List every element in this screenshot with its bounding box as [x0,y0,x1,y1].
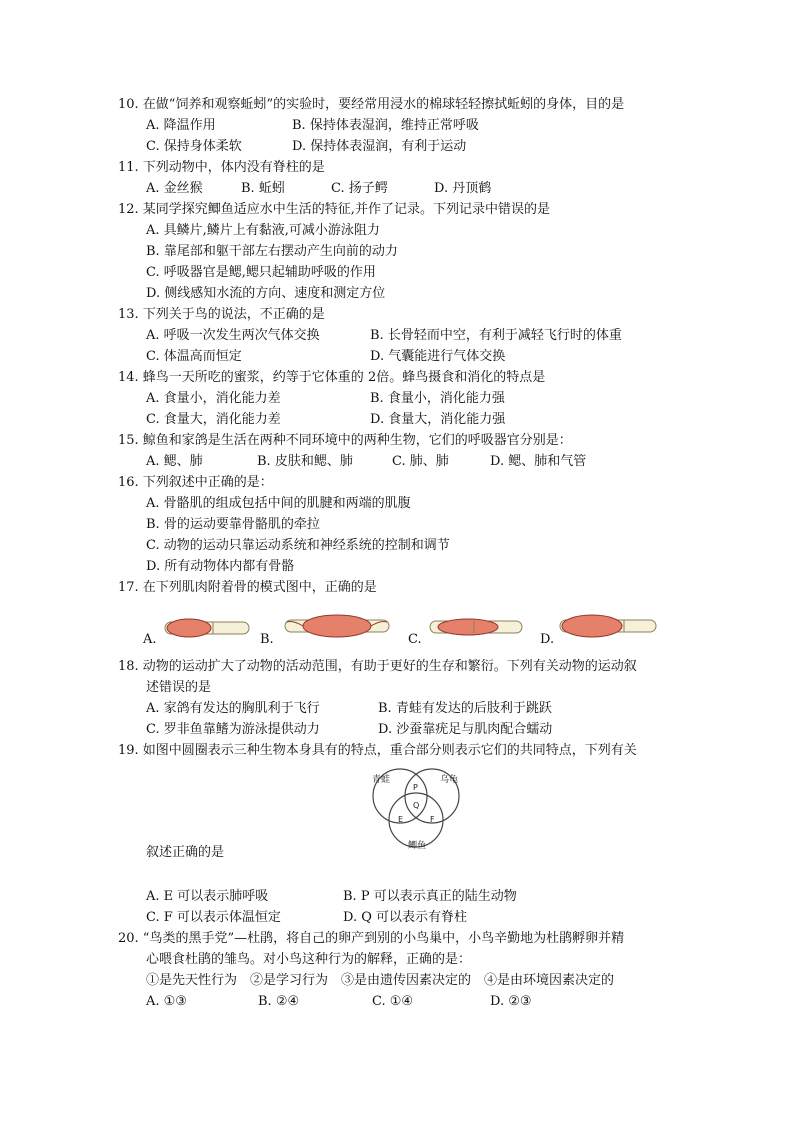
q18-option-c: C. 罗非鱼靠鳍为游泳提供动力 [146,722,320,737]
q14-option-d: D. 食量大，消化能力强 [370,412,506,427]
q19-stem: 19. 如图中圆圈表示三种生物本身具有的特点，重合部分则表示它们的共同特点，下列有关 [118,743,637,758]
q18-option-a: A. 家鸽有发达的胸肌利于飞行 [146,701,320,716]
q20-statements: ①是先天性行为 ②是学习行为 ③是由遗传因素决定的 ④是由环境因素决定的 [146,973,615,988]
q12-stem: 12. 某同学探究鲫鱼适应水中生活的特征,并作了记录。下列记录中错误的是 [118,202,550,217]
q16-option-d: D. 所有动物体内都有骨骼 [146,559,295,574]
q13-option-b: B. 长骨轻而中空，有利于减轻飞行时的体重 [370,328,622,343]
q11-stem: 11. 下列动物中，体内没有脊柱的是 [118,160,325,175]
q12-option-d: D. 侧线感知水流的方向、速度和测定方位 [146,286,386,301]
venn-label-right: 乌龟 [440,775,459,785]
q11-option-b: B. 蚯蚓 [241,181,285,196]
q16-option-c: C. 动物的运动只靠运动系统和神经系统的控制和调节 [146,538,450,553]
muscle-bone-figure-d [558,606,658,646]
q20-stem-line2: 心喂食杜鹃的雏鸟。对小鸟这种行为的解释，正确的是： [146,952,472,967]
q10-stem: 10. 在做“饲养和观察蚯蚓”的实验时，要经常用浸水的棉球轻轻擦拭蚯蚓的身体，目的是 [118,97,625,112]
venn-region-f: F [430,815,435,824]
q11-option-d: D. 丹顶鹤 [434,181,492,196]
q19-stem-line2: 叙述正确的是 [146,845,225,860]
q16-option-b: B. 骨的运动要靠骨骼肌的牵拉 [146,517,320,532]
q14-option-a: A. 食量小，消化能力差 [146,391,281,406]
q19-option-a: A. E 可以表示肺呼吸 [146,889,269,904]
q14-option-b: B. 食量小，消化能力强 [370,391,505,406]
q13-stem: 13. 下列关于鸟的说法，不正确的是 [118,307,325,322]
q10-option-d: D. 保持体表湿润，有利于运动 [292,139,467,154]
q18-option-b: B. 青蛙有发达的后肢利于跳跃 [378,701,552,716]
q14-option-c: C. 食量大，消化能力差 [146,412,281,427]
venn-label-left: 青蛙 [372,775,391,785]
q17-label-c: C. [408,632,422,647]
venn-diagram [360,766,472,852]
q17-stem: 17. 在下列肌肉附着骨的模式图中，正确的是 [118,580,377,595]
q16-option-a: A. 骨骼肌的组成包括中间的肌腱和两端的肌腹 [146,496,411,511]
q12-option-a: A. 具鳞片,鳞片上有黏液,可减小游泳阻力 [146,223,380,238]
q20-option-d: D. ②③ [490,994,532,1009]
q12-option-c: C. 呼吸器官是鳃,鳃只起辅助呼吸的作用 [146,265,376,280]
q17-label-a: A. [143,632,157,647]
q20-option-b: B. ②④ [258,994,300,1009]
venn-region-p: P [413,783,418,792]
q17-label-b: B. [260,632,274,647]
q15-option-c: C. 肺、肺 [392,454,449,469]
q11-option-a: A. 金丝猴 [146,181,203,196]
q13-option-c: C. 体温高而恒定 [146,349,242,364]
q20-option-c: C. ①④ [372,994,414,1009]
q17-label-d: D. [540,632,555,647]
venn-region-e: E [398,815,404,824]
muscle-bone-figure-b [283,606,391,646]
muscle-bone-figure-a [163,610,253,646]
q15-option-b: B. 皮肤和鳃、肺 [257,454,353,469]
q20-option-a: A. ①③ [146,994,187,1009]
q15-option-a: A. 鳃、肺 [146,454,203,469]
q12-option-b: B. 靠尾部和躯干部左右摆动产生向前的动力 [146,244,398,259]
q13-option-a: A. 呼吸一次发生两次气体交换 [146,328,320,343]
venn-region-q: Q [413,801,420,810]
muscle-bone-figure-c [428,608,524,646]
q20-stem-line1: 20. “鸟类的黑手党”—杜鹃，将自己的卵产到别的小鸟巢中，小鸟辛勤地为杜鹃孵卵并精 [118,931,625,946]
q18-option-d: D. 沙蚕靠疣足与肌肉配合蠕动 [378,722,553,737]
q18-stem-line2: 述错误的是 [146,680,212,695]
q19-option-c: C. F 可以表示体温恒定 [146,910,281,925]
q18-stem-line1: 18. 动物的运动扩大了动物的活动范围，有助于更好的生存和繁衍。下列有关动物的运动叙 [118,659,637,674]
q19-option-d: D. Q 可以表示有脊柱 [343,910,468,925]
venn-label-bottom: 鲫鱼 [408,841,427,851]
q19-option-b: B. P 可以表示真正的陆生动物 [343,889,517,904]
q10-option-b: B. 保持体表湿润，维持正常呼吸 [292,118,479,133]
q10-option-c: C. 保持身体柔软 [146,139,242,154]
q10-option-a: A. 降温作用 [146,118,216,133]
q14-stem: 14. 蜂鸟一天所吃的蜜浆，约等于它体重的 2倍。蜂鸟摄食和消化的特点是 [118,370,546,385]
q15-stem: 15. 鲸鱼和家鸽是生活在两种不同环境中的两种生物，它们的呼吸器官分别是： [118,433,572,448]
q16-stem: 16. 下列叙述中正确的是： [118,475,273,490]
q13-option-d: D. 气囊能进行气体交换 [370,349,506,364]
q11-option-c: C. 扬子鳄 [331,181,388,196]
q15-option-d: D. 鳃、肺和气管 [490,454,587,469]
